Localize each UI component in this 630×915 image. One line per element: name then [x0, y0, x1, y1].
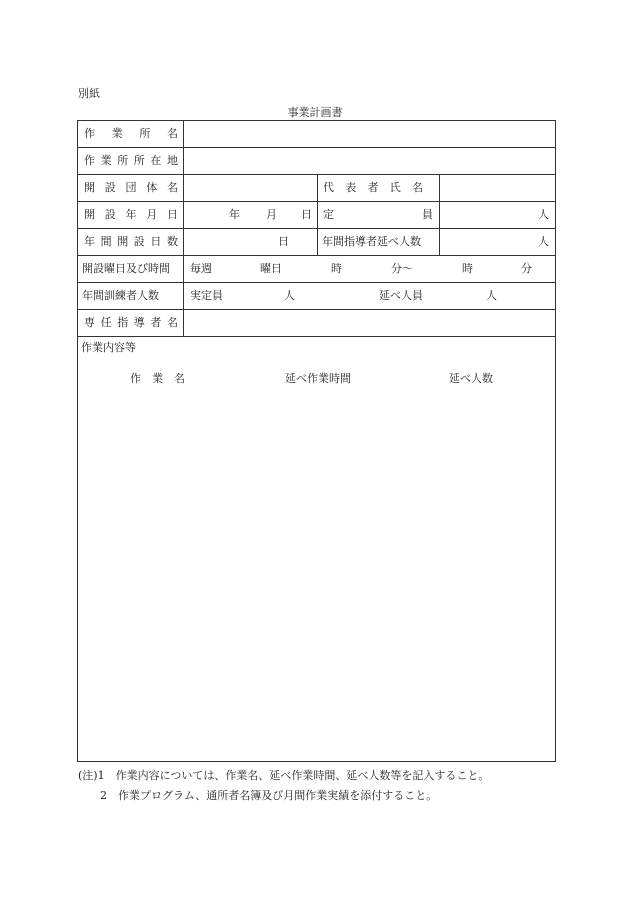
label-char: 所	[117, 154, 129, 167]
label-char: 月	[146, 208, 158, 221]
label-char: 名	[167, 181, 178, 194]
label-char: 設	[133, 235, 145, 248]
label-char: 導	[133, 316, 145, 329]
label-char: 作	[84, 127, 95, 140]
work-content-heading: 作業内容等	[81, 341, 136, 354]
label-char: 者	[367, 181, 379, 194]
label-opening-date	[78, 202, 184, 228]
trainees-actual-unit: 人	[284, 289, 295, 302]
label-char: 指	[117, 316, 129, 329]
label-char: 名	[166, 127, 178, 140]
appendix-label: 別紙	[78, 87, 100, 100]
divider	[317, 202, 318, 228]
label-char: 所	[139, 127, 151, 140]
label-representative	[323, 175, 431, 201]
row-workplace-address	[78, 148, 555, 175]
label-annual-instructors: 年間指導者延べ人数	[322, 235, 421, 248]
row-opening-date	[78, 202, 555, 229]
spaced-label	[323, 202, 433, 228]
label-char: 設	[104, 208, 116, 221]
schedule-every-week: 毎週	[190, 262, 212, 275]
annual-days-unit: 日	[278, 235, 289, 248]
label-char: 氏	[389, 181, 401, 194]
label-schedule	[78, 256, 184, 282]
schedule-label: 開設曜日及び時間	[82, 262, 170, 275]
row-annual-trainees	[78, 283, 555, 310]
capacity-unit: 人	[538, 208, 549, 221]
row-schedule	[78, 256, 555, 283]
field-representative[interactable]	[440, 175, 555, 201]
column-total-hours: 延べ作業時間	[285, 372, 351, 385]
label-char: 設	[104, 181, 116, 194]
label-annual-trainees	[78, 283, 184, 309]
annual-instructors-unit: 人	[538, 235, 549, 248]
trainees-label: 年間訓練者人数	[82, 289, 159, 302]
label-char: 日	[150, 235, 162, 248]
column-work-name: 作 業 名	[130, 372, 185, 385]
label-workplace-name	[78, 121, 184, 147]
label-char: 作	[84, 154, 95, 167]
label-char: 日	[167, 208, 178, 221]
divider	[317, 229, 318, 255]
row-organizer	[78, 175, 555, 202]
label-char: 業	[111, 127, 123, 140]
row-workplace-name	[78, 121, 555, 148]
label-capacity	[323, 202, 431, 228]
label-char: 名	[166, 316, 178, 329]
date-year-unit: 年	[229, 208, 240, 221]
date-day-unit: 日	[301, 208, 312, 221]
divider	[317, 175, 318, 201]
schedule-hour-from: 時	[331, 262, 342, 275]
trainees-actual-capacity: 実定員	[190, 289, 223, 302]
label-char: 団	[125, 181, 137, 194]
note-2: 2 作業プログラム、通所者名簿及び月間作業実績を添付すること。	[100, 789, 438, 802]
label-char: 員	[422, 208, 433, 221]
label-char: 開	[84, 181, 95, 194]
field-workplace-address[interactable]	[185, 148, 555, 174]
note-1: (注)1 作業内容については、作業名、延べ作業時間、延べ人数等を記入すること。	[78, 769, 490, 782]
schedule-hour-to: 時	[462, 262, 473, 275]
label-char: 間	[100, 235, 112, 248]
label-char: 在	[150, 154, 162, 167]
field-workplace-name[interactable]	[185, 121, 555, 147]
work-content-area[interactable]	[78, 337, 555, 761]
column-total-persons: 延べ人数	[449, 372, 493, 385]
field-dedicated-instructor[interactable]	[185, 310, 555, 336]
divider	[439, 202, 440, 228]
label-char: 体	[146, 181, 158, 194]
date-month-unit: 月	[266, 208, 277, 221]
spaced-label	[84, 310, 178, 336]
label-char: 者	[150, 316, 162, 329]
label-dedicated-instructor	[78, 310, 184, 336]
label-char: 表	[345, 181, 357, 194]
label-char: 開	[84, 208, 95, 221]
spaced-label	[323, 175, 423, 201]
field-organizer[interactable]	[185, 175, 317, 201]
label-char: 年	[84, 235, 95, 248]
row-dedicated-instructor	[78, 310, 555, 337]
label-char: 名	[412, 181, 423, 194]
spaced-label	[84, 229, 178, 255]
label-char: 定	[323, 208, 334, 221]
label-organizer	[78, 175, 184, 201]
label-char: 業	[100, 154, 112, 167]
trainees-total-persons: 延べ人員	[379, 289, 423, 302]
label-char: 専	[84, 316, 95, 329]
spaced-label	[84, 175, 178, 201]
label-char: 地	[166, 154, 178, 167]
label-char: 開	[117, 235, 129, 248]
label-char: 代	[323, 181, 334, 194]
label-workplace-address	[78, 148, 184, 174]
divider	[439, 229, 440, 255]
label-char: 任	[100, 316, 112, 329]
spaced-label	[84, 148, 178, 174]
notes	[78, 766, 489, 806]
spaced-label	[84, 121, 178, 147]
spaced-label	[84, 202, 178, 228]
schedule-minute-from: 分〜	[391, 262, 413, 275]
business-plan-form	[77, 120, 556, 762]
row-annual-days	[78, 229, 555, 256]
label-annual-days	[78, 229, 184, 255]
schedule-weekday: 曜日	[260, 262, 282, 275]
label-char: 年	[125, 208, 137, 221]
label-char: 数	[166, 235, 178, 248]
label-char: 所	[133, 154, 145, 167]
document-title: 事業計画書	[287, 106, 343, 119]
schedule-minute-to: 分	[521, 262, 532, 275]
trainees-total-unit: 人	[486, 289, 497, 302]
